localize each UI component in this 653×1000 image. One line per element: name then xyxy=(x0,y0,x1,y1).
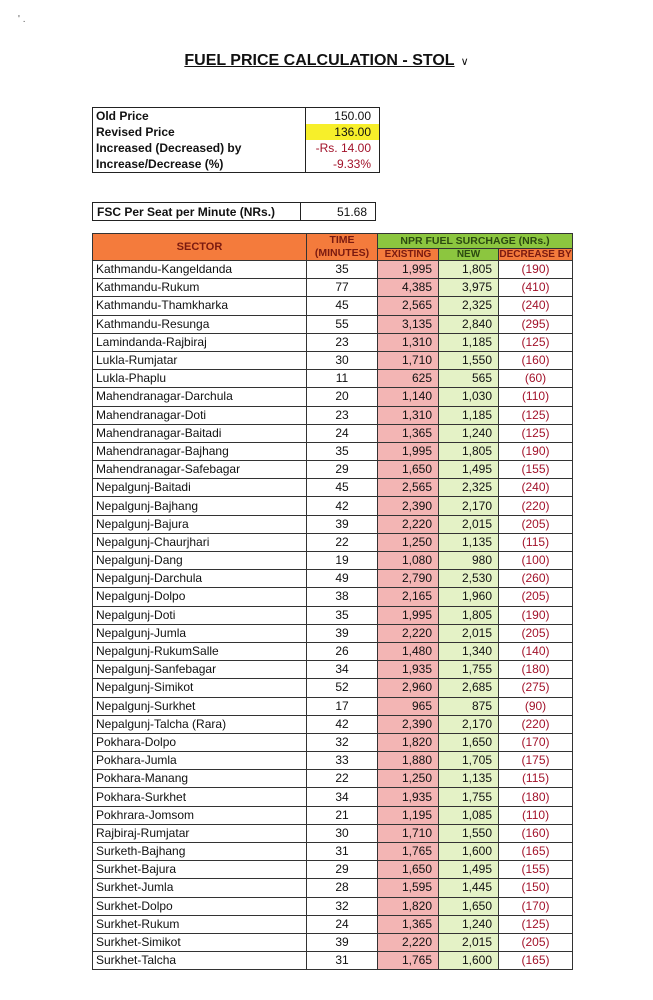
table-row xyxy=(93,952,573,970)
table-row xyxy=(93,388,573,406)
decrease-cell: (260) xyxy=(499,570,573,588)
decrease-cell: (190) xyxy=(499,261,573,279)
decrease-cell: (125) xyxy=(499,424,573,442)
decrease-cell: (155) xyxy=(499,461,573,479)
sector-cell: Surketh-Bajhang xyxy=(93,843,307,861)
page-title-text: FUEL PRICE CALCULATION - STOL xyxy=(184,52,455,69)
pct-value: -9.33% xyxy=(306,156,380,173)
sector-cell: Lukla-Phaplu xyxy=(93,370,307,388)
existing-cell: 1,820 xyxy=(378,897,439,915)
existing-cell: 1,365 xyxy=(378,424,439,442)
revised-price-row xyxy=(93,124,380,140)
new-cell: 2,170 xyxy=(439,497,499,515)
decrease-cell: (160) xyxy=(499,824,573,842)
new-cell: 2,170 xyxy=(439,715,499,733)
decrease-cell: (90) xyxy=(499,697,573,715)
price-summary-table xyxy=(92,107,380,173)
new-cell: 1,185 xyxy=(439,333,499,351)
decrease-cell: (125) xyxy=(499,333,573,351)
sector-cell: Pokhrara-Jomsom xyxy=(93,806,307,824)
decrease-cell: (170) xyxy=(499,897,573,915)
time-cell: 45 xyxy=(307,479,378,497)
new-cell: 2,015 xyxy=(439,624,499,642)
sector-cell: Kathmandu-Resunga xyxy=(93,315,307,333)
sector-cell: Surkhet-Talcha xyxy=(93,952,307,970)
sector-cell: Mahendranagar-Baitadi xyxy=(93,424,307,442)
time-cell: 77 xyxy=(307,279,378,297)
revised-price-value: 136.00 xyxy=(306,124,380,140)
time-cell: 21 xyxy=(307,806,378,824)
sector-cell: Surkhet-Dolpo xyxy=(93,897,307,915)
existing-cell: 1,080 xyxy=(378,552,439,570)
table-row xyxy=(93,843,573,861)
decrease-cell: (170) xyxy=(499,733,573,751)
table-row xyxy=(93,897,573,915)
page-title xyxy=(0,52,653,70)
fsc-table xyxy=(92,202,376,221)
new-cell: 1,650 xyxy=(439,897,499,915)
existing-cell: 1,820 xyxy=(378,733,439,751)
existing-cell: 1,765 xyxy=(378,952,439,970)
existing-cell: 2,790 xyxy=(378,570,439,588)
sector-cell: Nepalgunj-Talcha (Rara) xyxy=(93,715,307,733)
decrease-cell: (240) xyxy=(499,297,573,315)
sector-cell: Mahendranagar-Bajhang xyxy=(93,442,307,460)
table-row xyxy=(93,806,573,824)
sector-cell: Surkhet-Rukum xyxy=(93,915,307,933)
table-row xyxy=(93,661,573,679)
table-row xyxy=(93,261,573,279)
time-cell: 49 xyxy=(307,570,378,588)
sector-cell: Mahendranagar-Doti xyxy=(93,406,307,424)
decrease-cell: (205) xyxy=(499,624,573,642)
time-cell: 26 xyxy=(307,642,378,660)
new-cell: 1,240 xyxy=(439,424,499,442)
decrease-cell: (410) xyxy=(499,279,573,297)
decrease-cell: (180) xyxy=(499,788,573,806)
existing-cell: 4,385 xyxy=(378,279,439,297)
check-mark-icon: ∨ xyxy=(460,56,469,68)
sector-cell: Nepalgunj-Chaurjhari xyxy=(93,533,307,551)
decrease-cell: (110) xyxy=(499,806,573,824)
existing-cell: 2,220 xyxy=(378,624,439,642)
table-row xyxy=(93,297,573,315)
new-cell: 1,705 xyxy=(439,752,499,770)
new-cell: 1,185 xyxy=(439,406,499,424)
decrease-cell: (220) xyxy=(499,715,573,733)
header-npr-surcharge: NPR FUEL SURCHAGE (NRs.) xyxy=(378,234,573,249)
time-cell: 34 xyxy=(307,661,378,679)
new-cell: 1,240 xyxy=(439,915,499,933)
sector-cell: Pokhara-Dolpo xyxy=(93,733,307,751)
sector-cell: Nepalgunj-RukumSalle xyxy=(93,642,307,660)
existing-cell: 1,995 xyxy=(378,606,439,624)
new-cell: 1,340 xyxy=(439,642,499,660)
sector-cell: Pokhara-Manang xyxy=(93,770,307,788)
sector-cell: Nepalgunj-Baitadi xyxy=(93,479,307,497)
scan-speck: ' . xyxy=(18,14,26,25)
sector-cell: Kathmandu-Kangeldanda xyxy=(93,261,307,279)
table-row xyxy=(93,606,573,624)
new-cell: 1,445 xyxy=(439,879,499,897)
table-row xyxy=(93,879,573,897)
existing-cell: 1,710 xyxy=(378,824,439,842)
existing-cell: 1,765 xyxy=(378,843,439,861)
new-cell: 1,550 xyxy=(439,351,499,369)
new-cell: 1,755 xyxy=(439,661,499,679)
new-cell: 3,975 xyxy=(439,279,499,297)
decrease-cell: (115) xyxy=(499,533,573,551)
existing-cell: 1,480 xyxy=(378,642,439,660)
table-row xyxy=(93,479,573,497)
time-cell: 24 xyxy=(307,915,378,933)
sector-cell: Nepalgunj-Dolpo xyxy=(93,588,307,606)
existing-cell: 2,220 xyxy=(378,515,439,533)
existing-cell: 1,880 xyxy=(378,752,439,770)
decrease-cell: (100) xyxy=(499,552,573,570)
sector-cell: Mahendranagar-Darchula xyxy=(93,388,307,406)
existing-cell: 2,220 xyxy=(378,933,439,951)
new-cell: 1,805 xyxy=(439,442,499,460)
new-cell: 1,085 xyxy=(439,806,499,824)
time-cell: 45 xyxy=(307,297,378,315)
decrease-cell: (150) xyxy=(499,879,573,897)
existing-cell: 3,135 xyxy=(378,315,439,333)
table-row xyxy=(93,424,573,442)
sector-cell: Lukla-Rumjatar xyxy=(93,351,307,369)
sector-cell: Nepalgunj-Dang xyxy=(93,552,307,570)
old-price-value: 150.00 xyxy=(306,108,380,125)
header-existing: EXISTING xyxy=(378,249,439,261)
new-cell: 2,015 xyxy=(439,515,499,533)
time-cell: 42 xyxy=(307,715,378,733)
sector-cell: Kathmandu-Rukum xyxy=(93,279,307,297)
decrease-cell: (295) xyxy=(499,315,573,333)
new-cell: 1,030 xyxy=(439,388,499,406)
table-row xyxy=(93,861,573,879)
time-cell: 35 xyxy=(307,261,378,279)
time-cell: 29 xyxy=(307,861,378,879)
header-new: NEW xyxy=(439,249,499,261)
new-cell: 2,840 xyxy=(439,315,499,333)
decrease-cell: (125) xyxy=(499,406,573,424)
time-cell: 39 xyxy=(307,624,378,642)
existing-cell: 2,390 xyxy=(378,497,439,515)
table-row xyxy=(93,788,573,806)
old-price-label: Old Price xyxy=(93,108,306,125)
table-row xyxy=(93,752,573,770)
time-cell: 28 xyxy=(307,879,378,897)
decrease-cell: (155) xyxy=(499,861,573,879)
table-row xyxy=(93,279,573,297)
sector-cell: Nepalgunj-Jumla xyxy=(93,624,307,642)
existing-cell: 1,310 xyxy=(378,333,439,351)
decrease-cell: (180) xyxy=(499,661,573,679)
time-cell: 31 xyxy=(307,843,378,861)
table-row xyxy=(93,624,573,642)
new-cell: 1,600 xyxy=(439,843,499,861)
time-cell: 39 xyxy=(307,515,378,533)
table-row xyxy=(93,679,573,697)
sector-cell: Kathmandu-Thamkharka xyxy=(93,297,307,315)
sector-cell: Mahendranagar-Safebagar xyxy=(93,461,307,479)
sector-cell: Pokhara-Jumla xyxy=(93,752,307,770)
time-cell: 33 xyxy=(307,752,378,770)
decrease-cell: (190) xyxy=(499,606,573,624)
time-cell: 38 xyxy=(307,588,378,606)
existing-cell: 2,565 xyxy=(378,297,439,315)
time-cell: 34 xyxy=(307,788,378,806)
sector-cell: Nepalgunj-Bajura xyxy=(93,515,307,533)
time-cell: 32 xyxy=(307,733,378,751)
existing-cell: 1,310 xyxy=(378,406,439,424)
table-row xyxy=(93,406,573,424)
new-cell: 2,530 xyxy=(439,570,499,588)
increased-row xyxy=(93,140,380,156)
time-cell: 55 xyxy=(307,315,378,333)
time-cell: 32 xyxy=(307,897,378,915)
table-row xyxy=(93,570,573,588)
decrease-cell: (60) xyxy=(499,370,573,388)
table-row xyxy=(93,497,573,515)
table-row xyxy=(93,370,573,388)
time-cell: 20 xyxy=(307,388,378,406)
decrease-cell: (175) xyxy=(499,752,573,770)
existing-cell: 2,565 xyxy=(378,479,439,497)
sector-cell: Nepalgunj-Doti xyxy=(93,606,307,624)
new-cell: 1,805 xyxy=(439,606,499,624)
existing-cell: 1,365 xyxy=(378,915,439,933)
pct-row xyxy=(93,156,380,173)
fsc-label: FSC Per Seat per Minute (NRs.) xyxy=(93,203,301,221)
existing-cell: 1,710 xyxy=(378,351,439,369)
time-cell: 19 xyxy=(307,552,378,570)
new-cell: 980 xyxy=(439,552,499,570)
sector-cell: Surkhet-Jumla xyxy=(93,879,307,897)
new-cell: 1,805 xyxy=(439,261,499,279)
time-cell: 31 xyxy=(307,952,378,970)
existing-cell: 2,960 xyxy=(378,679,439,697)
decrease-cell: (240) xyxy=(499,479,573,497)
existing-cell: 965 xyxy=(378,697,439,715)
time-cell: 23 xyxy=(307,406,378,424)
decrease-cell: (160) xyxy=(499,351,573,369)
table-row xyxy=(93,315,573,333)
new-cell: 1,550 xyxy=(439,824,499,842)
existing-cell: 1,995 xyxy=(378,442,439,460)
new-cell: 1,135 xyxy=(439,533,499,551)
decrease-cell: (205) xyxy=(499,588,573,606)
table-row xyxy=(93,733,573,751)
table-row xyxy=(93,351,573,369)
time-cell: 35 xyxy=(307,442,378,460)
header-time: TIME (MINUTES) xyxy=(307,234,378,261)
table-row xyxy=(93,333,573,351)
existing-cell: 1,935 xyxy=(378,661,439,679)
decrease-cell: (275) xyxy=(499,679,573,697)
existing-cell: 1,140 xyxy=(378,388,439,406)
new-cell: 565 xyxy=(439,370,499,388)
table-row xyxy=(93,461,573,479)
time-cell: 52 xyxy=(307,679,378,697)
existing-cell: 1,650 xyxy=(378,461,439,479)
table-row xyxy=(93,442,573,460)
new-cell: 1,495 xyxy=(439,861,499,879)
decrease-cell: (205) xyxy=(499,515,573,533)
sector-cell: Lamindanda-Rajbiraj xyxy=(93,333,307,351)
time-cell: 22 xyxy=(307,770,378,788)
time-cell: 29 xyxy=(307,461,378,479)
table-row xyxy=(93,588,573,606)
sector-cell: Nepalgunj-Sanfebagar xyxy=(93,661,307,679)
existing-cell: 2,390 xyxy=(378,715,439,733)
existing-cell: 1,195 xyxy=(378,806,439,824)
new-cell: 1,600 xyxy=(439,952,499,970)
time-cell: 35 xyxy=(307,606,378,624)
decrease-cell: (165) xyxy=(499,843,573,861)
increased-label: Increased (Decreased) by xyxy=(93,140,306,156)
sector-cell: Nepalgunj-Darchula xyxy=(93,570,307,588)
sector-cell: Nepalgunj-Surkhet xyxy=(93,697,307,715)
decrease-cell: (220) xyxy=(499,497,573,515)
old-price-row xyxy=(93,108,380,125)
decrease-cell: (190) xyxy=(499,442,573,460)
decrease-cell: (205) xyxy=(499,933,573,951)
existing-cell: 2,165 xyxy=(378,588,439,606)
table-row xyxy=(93,824,573,842)
sector-cell: Rajbiraj-Rumjatar xyxy=(93,824,307,842)
time-cell: 24 xyxy=(307,424,378,442)
new-cell: 1,650 xyxy=(439,733,499,751)
table-row xyxy=(93,642,573,660)
time-cell: 39 xyxy=(307,933,378,951)
table-row xyxy=(93,933,573,951)
increased-value: -Rs. 14.00 xyxy=(306,140,380,156)
sector-cell: Pokhara-Surkhet xyxy=(93,788,307,806)
time-cell: 11 xyxy=(307,370,378,388)
time-cell: 22 xyxy=(307,533,378,551)
existing-cell: 1,995 xyxy=(378,261,439,279)
decrease-cell: (165) xyxy=(499,952,573,970)
table-row xyxy=(93,915,573,933)
decrease-cell: (140) xyxy=(499,642,573,660)
decrease-cell: (125) xyxy=(499,915,573,933)
table-row xyxy=(93,697,573,715)
table-row xyxy=(93,533,573,551)
pct-label: Increase/Decrease (%) xyxy=(93,156,306,173)
existing-cell: 625 xyxy=(378,370,439,388)
decrease-cell: (110) xyxy=(499,388,573,406)
time-cell: 23 xyxy=(307,333,378,351)
sector-cell: Nepalgunj-Simikot xyxy=(93,679,307,697)
revised-price-label: Revised Price xyxy=(93,124,306,140)
sector-cell: Surkhet-Bajura xyxy=(93,861,307,879)
new-cell: 2,325 xyxy=(439,479,499,497)
new-cell: 2,685 xyxy=(439,679,499,697)
time-cell: 30 xyxy=(307,351,378,369)
new-cell: 1,135 xyxy=(439,770,499,788)
sector-cell: Surkhet-Simikot xyxy=(93,933,307,951)
new-cell: 1,960 xyxy=(439,588,499,606)
table-row xyxy=(93,770,573,788)
existing-cell: 1,250 xyxy=(378,770,439,788)
fuel-surcharge-table xyxy=(92,233,573,970)
fsc-value: 51.68 xyxy=(301,203,376,221)
time-cell: 17 xyxy=(307,697,378,715)
new-cell: 875 xyxy=(439,697,499,715)
sector-cell: Nepalgunj-Bajhang xyxy=(93,497,307,515)
table-row xyxy=(93,515,573,533)
header-sector: SECTOR xyxy=(93,234,307,261)
table-row xyxy=(93,715,573,733)
new-cell: 2,015 xyxy=(439,933,499,951)
new-cell: 1,755 xyxy=(439,788,499,806)
new-cell: 2,325 xyxy=(439,297,499,315)
time-cell: 42 xyxy=(307,497,378,515)
time-cell: 30 xyxy=(307,824,378,842)
decrease-cell: (115) xyxy=(499,770,573,788)
existing-cell: 1,935 xyxy=(378,788,439,806)
existing-cell: 1,650 xyxy=(378,861,439,879)
existing-cell: 1,595 xyxy=(378,879,439,897)
table-row xyxy=(93,552,573,570)
header-decrease: DECREASE BY xyxy=(499,249,572,260)
new-cell: 1,495 xyxy=(439,461,499,479)
existing-cell: 1,250 xyxy=(378,533,439,551)
